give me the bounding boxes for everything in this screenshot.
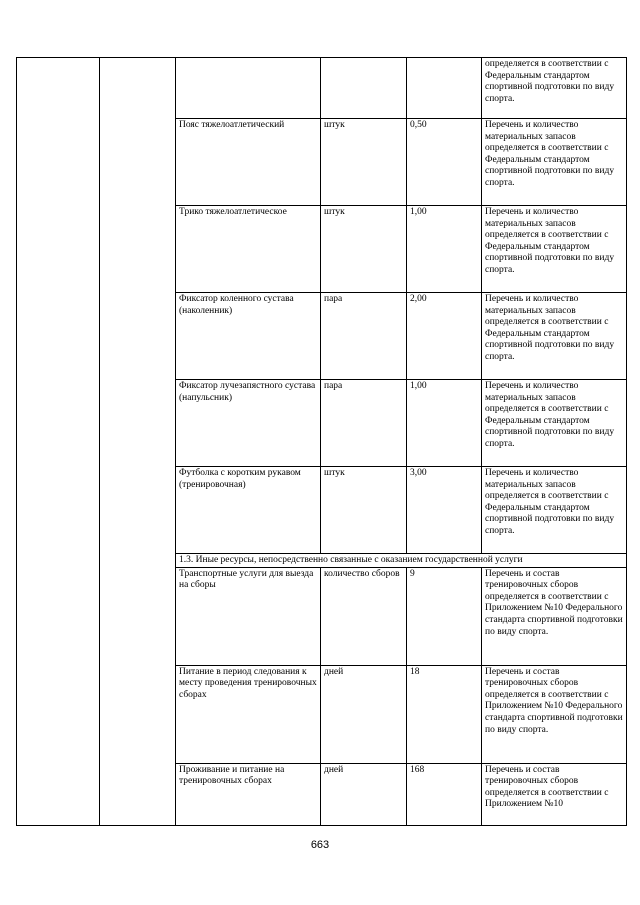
cell-name: Транспортные услуги для выезда на сборы <box>176 567 321 665</box>
cell-qty: 9 <box>407 567 482 665</box>
cell-unit: дней <box>321 665 407 763</box>
cell-note: Перечень и состав тренировочных сборов определяется в соответствии с Приложением №10 <box>482 763 627 825</box>
page-number: 663 <box>310 839 330 851</box>
cell-unit: количество сборов <box>321 567 407 665</box>
cell-note: Перечень и количество материальных запасов определяется в соответствии с Федеральным стандартом спортивной подготовки по виду спорта. <box>482 380 627 467</box>
cell-qty: 168 <box>407 763 482 825</box>
cell-name: Фиксатор коленного сустава (наколенник) <box>176 293 321 380</box>
cell-note: Перечень и количество материальных запасов определяется в соответствии с Федеральным стандартом спортивной подготовки по виду спорта. <box>482 119 627 206</box>
cell-name: Фиксатор лучезапястного сустава (напульсник) <box>176 380 321 467</box>
cell-unit <box>321 58 407 119</box>
cell-note: Перечень и количество материальных запасов определяется в соответствии с Федеральным стандартом спортивной подготовки по виду спорта. <box>482 293 627 380</box>
cell-qty: 0,50 <box>407 119 482 206</box>
merged-cell-col2 <box>100 58 176 826</box>
cell-name: Пояс тяжелоатлетический <box>176 119 321 206</box>
cell-qty: 1,00 <box>407 206 482 293</box>
cell-note: Перечень и состав тренировочных сборов определяется в соответствии с Приложением №10 Федерального стандарта спортивной подготовки по виду спорта. <box>482 665 627 763</box>
cell-qty: 2,00 <box>407 293 482 380</box>
cell-unit: штук <box>321 467 407 554</box>
cell-unit: пара <box>321 293 407 380</box>
cell-note: определяется в соответствии с Федеральным стандартом спортивной подготовки по виду спорта. <box>482 58 627 119</box>
cell-name <box>176 58 321 119</box>
cell-name: Трико тяжелоатлетическое <box>176 206 321 293</box>
cell-note: Перечень и количество материальных запасов определяется в соответствии с Федеральным стандартом спортивной подготовки по виду спорта. <box>482 467 627 554</box>
cell-qty: 1,00 <box>407 380 482 467</box>
cell-unit: штук <box>321 119 407 206</box>
cell-name: Футболка с коротким рукавом (тренировочная) <box>176 467 321 554</box>
cell-qty: 18 <box>407 665 482 763</box>
cell-name: Проживание и питание на тренировочных сборах <box>176 763 321 825</box>
merged-cell-col1 <box>17 58 100 826</box>
cell-unit: дней <box>321 763 407 825</box>
table-row-continuation <box>17 58 627 119</box>
cell-qty: 3,00 <box>407 467 482 554</box>
cell-note: Перечень и состав тренировочных сборов определяется в соответствии с Приложением №10 Федерального стандарта спортивной подготовки по виду спорта. <box>482 567 627 665</box>
cell-qty <box>407 58 482 119</box>
cell-note: Перечень и количество материальных запасов определяется в соответствии с Федеральным стандартом спортивной подготовки по виду спорта. <box>482 206 627 293</box>
cell-unit: штук <box>321 206 407 293</box>
cell-unit: пара <box>321 380 407 467</box>
cell-name: Питание в период следования к месту проведения тренировочных сборах <box>176 665 321 763</box>
resources-table <box>16 57 627 826</box>
section-heading: 1.3. Иные ресурсы, непосредственно связанные с оказанием государственной услуги <box>176 554 627 568</box>
